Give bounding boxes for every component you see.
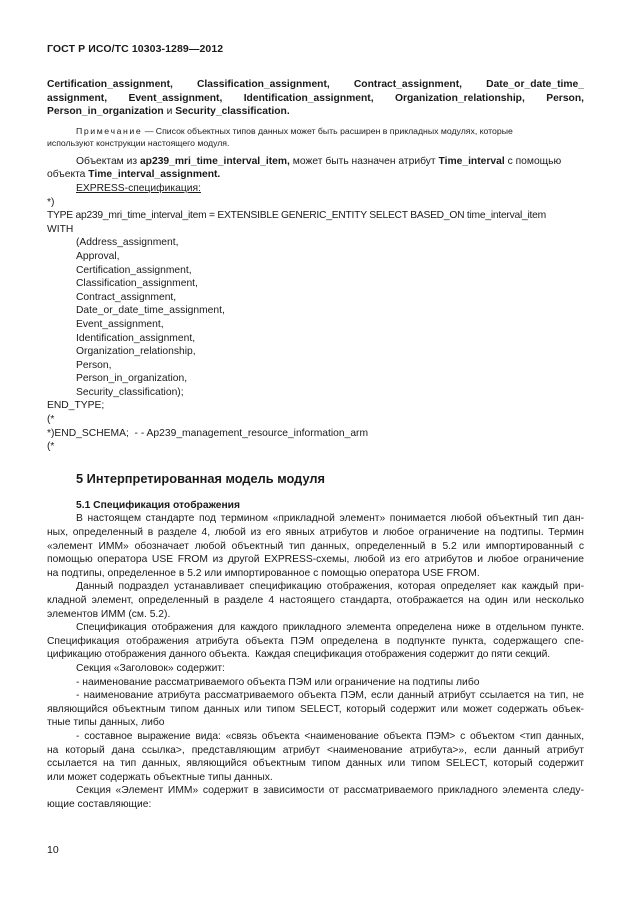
code-line: (* [47,441,55,453]
assign-term: Time_interval [438,155,505,167]
intro-line: Certification_assignment, Classification_assignment, Contract_assignment, Date_or_date_time_ [47,79,584,90]
code-line: END_TYPE; [47,400,105,412]
paragraph-line: являющийся объектным типом данных или типом SELECT, который содержит или может содержать объек- [47,703,584,715]
paragraph-line: ных, определенный в разделе 4, любой из его явных атрибутов и любое ограничение на подтипы. Термин [47,527,584,539]
code-select-item: Identification_assignment, [76,332,196,344]
code-select-item: Security_classification); [76,386,184,398]
paragraph [47,784,584,811]
assign-paragraph [47,155,584,169]
paragraph-line: кладной элемент, определенный в разделе 4 настоящего стандарта, отображается на один или несколько [47,595,584,606]
express-code [47,196,584,454]
intro-term: Person_in_organization [47,106,164,118]
paragraph-line: Данный подраздел устанавливает спецификацию отображения, которая определяет как каждый при- [76,581,584,593]
assign-text: Объектам из [76,155,140,167]
intro-line: assignment, Event_assignment, Identification_assignment, Organization_relationship, Person, [47,92,584,104]
assign-term: ap239_mri_time_interval_item, [139,155,290,167]
intro-line [47,105,584,119]
code-line: WITH [47,223,74,235]
paragraph-line: ссылается на тип данных, являющийся объектным типом данных или типом SELECT, который содержит [47,758,584,770]
code-select-item: Person_in_organization, [76,373,188,385]
paragraph-line: ющие составляющие: [47,798,152,810]
page-content [47,78,584,812]
paragraph-line: «элемент ИММ» обозначает любой объектный тип данных, определенный в 5.2 или импортированный с [47,540,584,552]
note [47,125,584,137]
paragraph-line: помощью оператора USE FROM из другой EXPRESS-схемы, любой из его атрибутов и любое ограничение [47,554,584,566]
code-select-item: Date_or_date_time_assignment, [76,305,225,317]
paragraph-line: В настоящем стандарте под термином «прикладной элемент» понимается любой объектный тип дан- [76,513,584,525]
note-label: Примечание [76,125,143,136]
intro-conjunction: и [163,106,176,118]
code-select-item: Classification_assignment, [76,278,198,290]
paragraph-line: тные типы данных, либо [47,717,165,729]
assign-text: с помощью [504,155,562,167]
page-number: 10 [47,844,59,856]
section-title: 5 Интерпретированная модель модуля [76,470,325,486]
paragraph [47,512,584,580]
paragraph-line: - наименование атрибута рассматриваемого объекта ПЭМ, если данный атрибут ссылается на тип, не [76,690,584,702]
code-select-item: Certification_assignment, [76,264,192,276]
paragraph-line: Спецификация отображения атрибута объекта ПЭМ определена в подпункте пункта, содержащего спе- [47,635,584,647]
code-line: TYPE ap239_mri_time_interval_item = EXTENSIBLE GENERIC_ENTITY SELECT BASED_ON time_interval_item [47,210,546,222]
paragraph-line: на который дана ссылка>, представляющим атрибут <наименование атрибута>», если данный атрибут [47,744,584,756]
paragraph-line: или может содержать объектные типы данных. [47,771,273,783]
paragraph [47,621,584,662]
page-header: ГОСТ Р ИСО/ТС 10303-1289—2012 [47,43,224,55]
paragraph-line: элементов ИММ (см. 5.2). [47,608,171,620]
express-label [47,182,584,196]
paragraph [47,580,584,621]
paragraph [47,689,584,730]
note-text-continued: используют конструкции настоящего модуля. [47,137,230,148]
code-select-item: Organization_relationship, [76,346,196,358]
assign-text: объекта [47,169,89,181]
code-select-item: Contract_assignment, [76,291,177,303]
paragraph-line: на подтипы, определенное в 5.2 или импортированное с помощью оператора USE FROM. [47,567,480,579]
assign-paragraph-continued [47,168,584,182]
intro-term: Security_classification. [175,106,290,118]
subsection-title: 5.1 Спецификация отображения [76,499,241,511]
paragraph-line: цификацию отображения данного объекта. Каждая спецификация отображения содержит до пяти секций. [47,649,551,661]
paragraph-line: - наименование рассматриваемого объекта ПЭМ или ограничение на подтипы либо [76,676,480,688]
express-label-text: EXPRESS-спецификация: [76,182,201,194]
paragraph-line: Спецификация отображения для каждого прикладного элемента определена ниже в отдельном пункте. [76,622,584,634]
paragraph-line: - составное выражение вида: «связь объекта <наименование объекта ПЭМ> с объектом <тип данных, [76,730,584,742]
code-select-item: Approval, [76,250,120,262]
paragraph [47,730,584,784]
assign-term: Time_interval_assignment. [88,169,221,181]
code-select-item: Person, [76,359,112,371]
paragraph-line: Секция «Элемент ИММ» содержит в зависимости от рассматриваемого прикладного элемента следу- [76,785,584,797]
code-line: (* [47,414,55,426]
code-line: *) [47,196,55,208]
note-text: — Список объектных типов данных может быть расширен в прикладных модулях, которые [142,125,513,136]
code-select-item: Event_assignment, [76,318,164,330]
assign-text: может быть назначен атрибут [289,155,439,167]
code-line: *)END_SCHEMA; - - Ap239_management_resource_information_arm [47,427,369,439]
paragraph-line: Секция «Заголовок» содержит: [76,662,225,674]
code-select-item: (Address_assignment, [76,237,179,249]
